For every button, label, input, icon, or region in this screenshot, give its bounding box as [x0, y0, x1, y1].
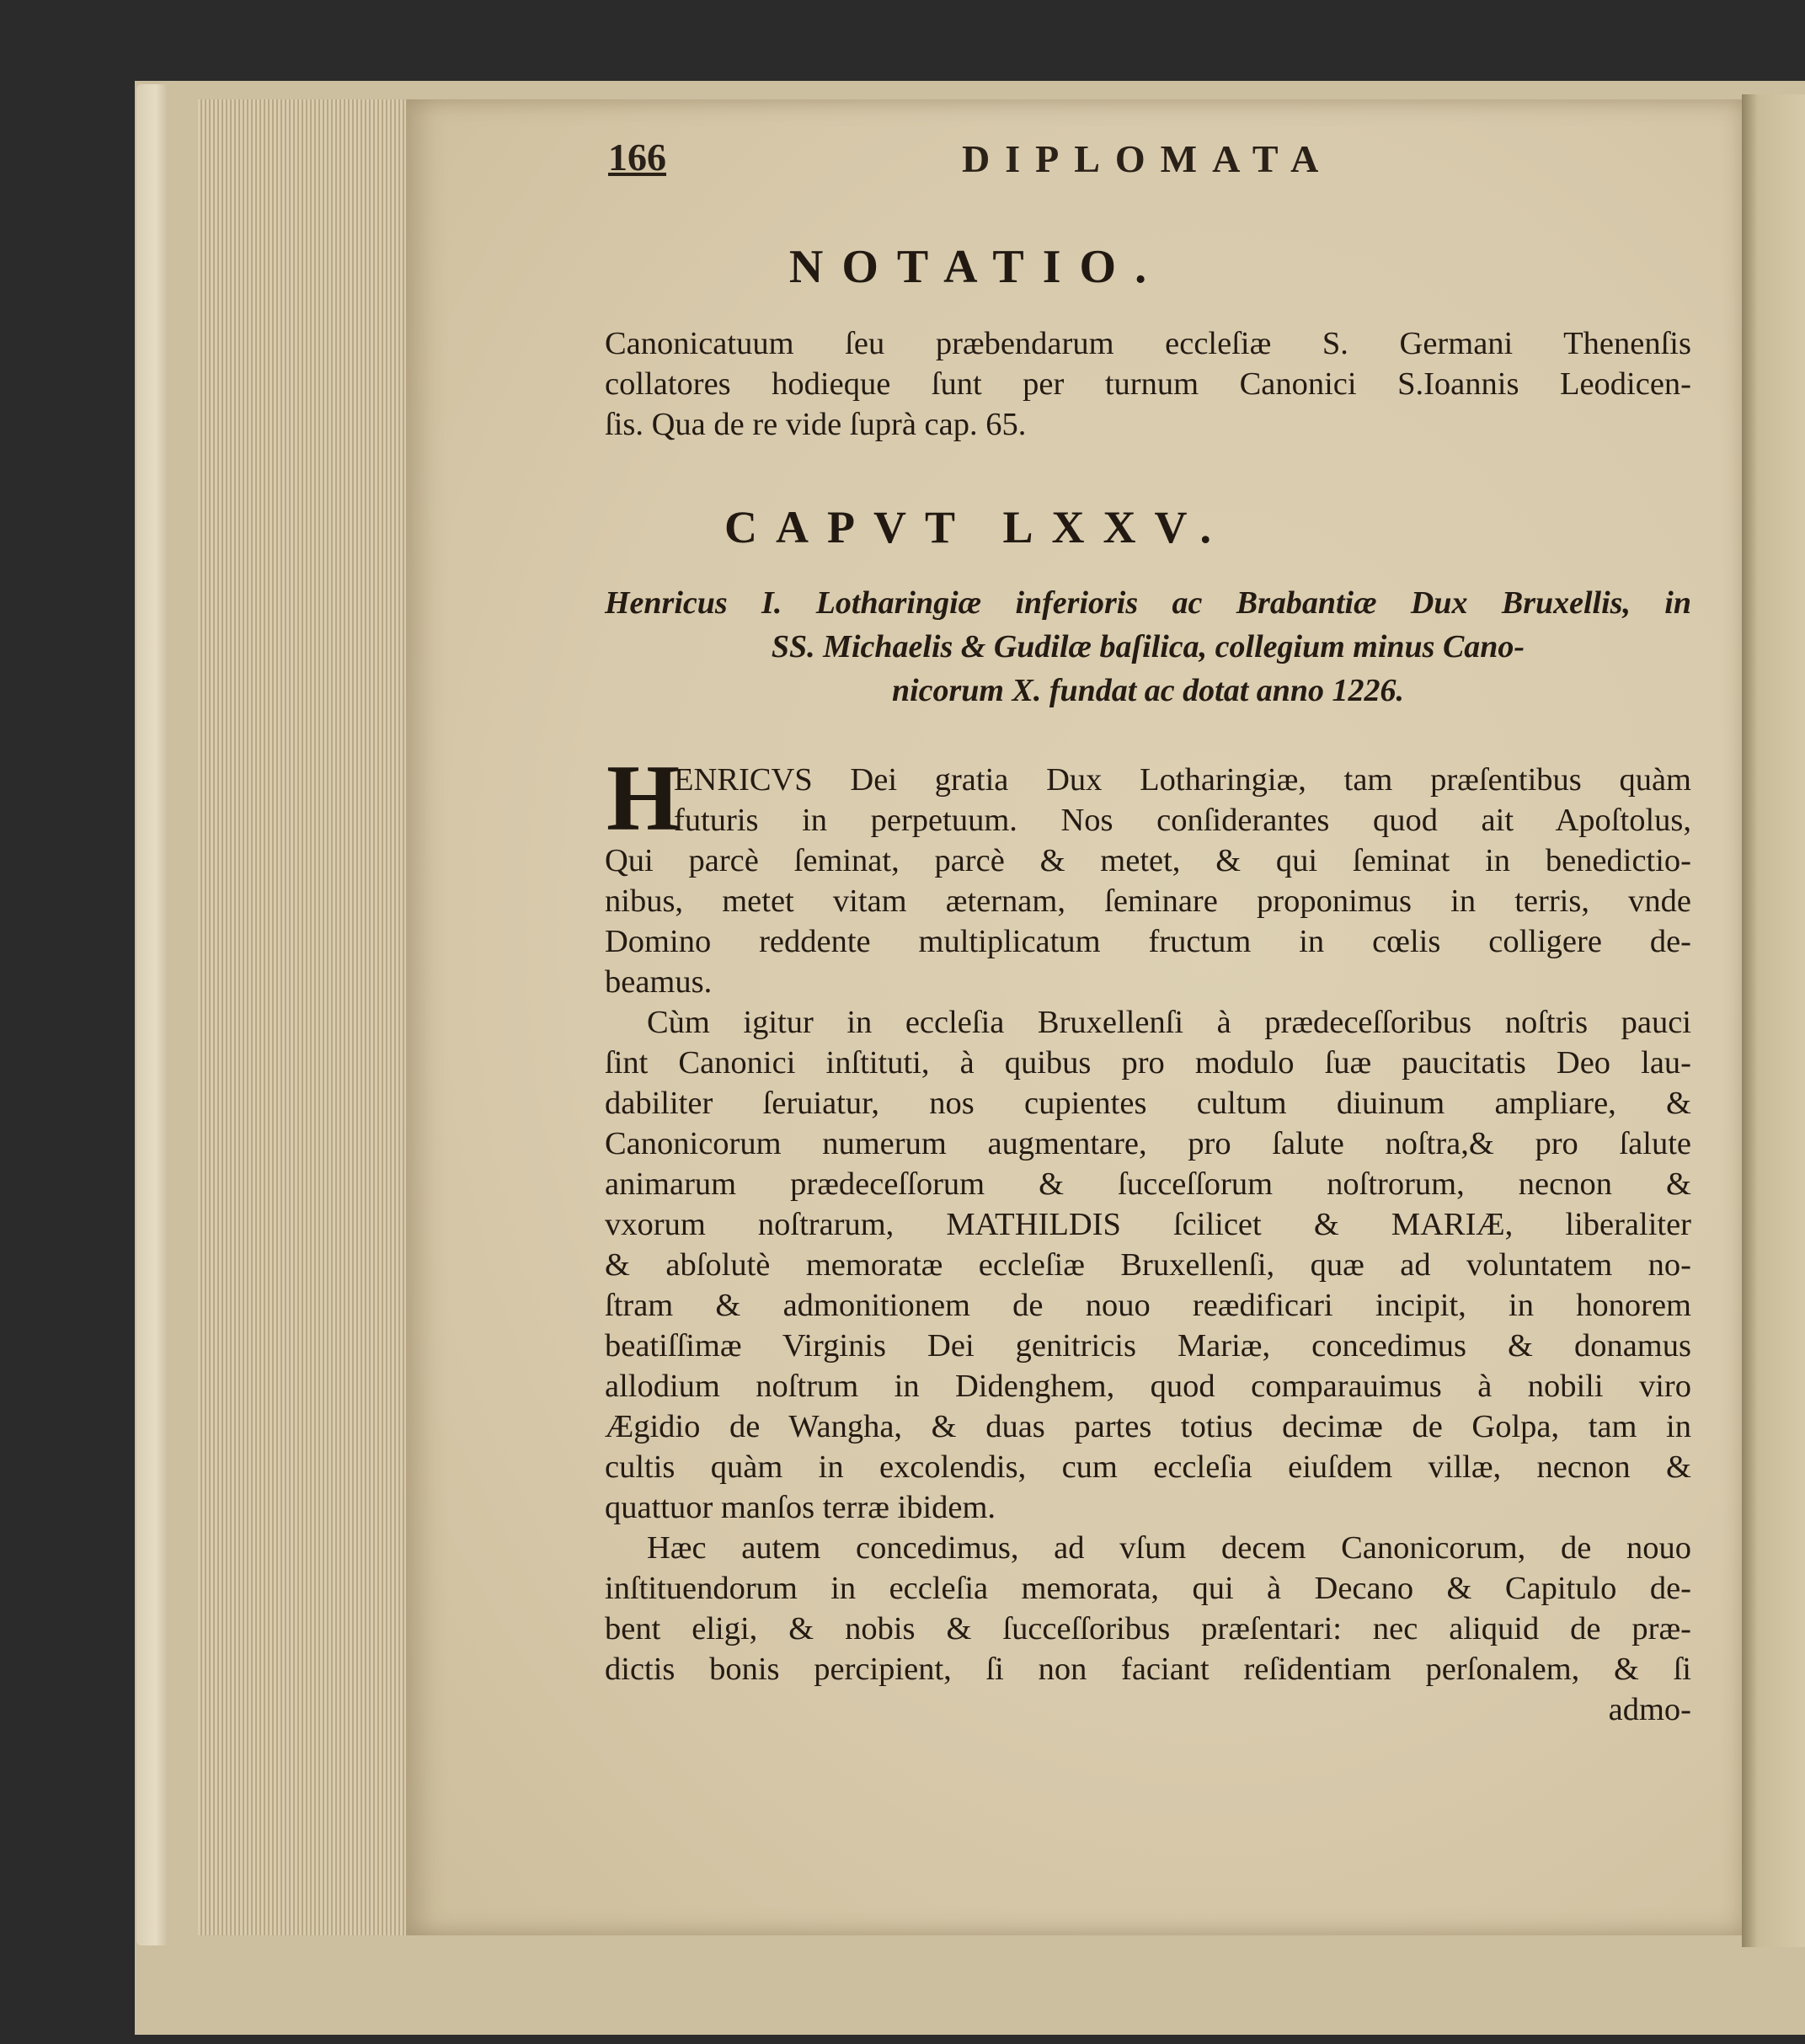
text-line: futuris in perpetuum. Nos conſiderantes quod ait Apoſtolus, — [674, 803, 1691, 838]
text-line: nibus, metet vitam æternam, ſeminare proponimus in terris, vnde — [605, 883, 1691, 919]
text-line: allodium noſtrum in Didenghem, quod comparauimus à nobili viro — [605, 1369, 1691, 1404]
text-line: ſis. Qua de re vide ſuprà cap. 65. — [605, 407, 1027, 442]
text-line: ENRICVS Dei gratia Dux Lotharingiæ, tam præſentibus quàm — [674, 762, 1691, 798]
book-cover-edge — [136, 84, 168, 1945]
notatio-paragraph — [605, 323, 1691, 445]
text-line: beamus. — [605, 964, 713, 1000]
page-edges — [198, 99, 419, 1935]
text-line: dictis bonis percipient, ſi non faciant reſidentiam perſonalem, & ſi — [605, 1652, 1691, 1687]
text-line: Canonicorum numerum augmentare, pro ſalute noſtra,& pro ſalute — [605, 1126, 1691, 1161]
chapter-summary — [605, 581, 1691, 712]
text-line: & abſolutè memoratæ eccleſiæ Bruxellenſi, quæ ad voluntatem no- — [605, 1247, 1691, 1283]
text-line: beatiſſimæ Virginis Dei genitricis Mariæ, concedimus & donamus — [605, 1328, 1691, 1364]
page-number: 166 — [608, 136, 666, 179]
notatio-heading: NOTATIO. — [788, 241, 1166, 293]
charter-opening — [674, 760, 1691, 841]
chapter-heading: CAPVT LXXV. — [724, 502, 1231, 552]
page-header — [608, 135, 1644, 194]
text-line: cultis quàm in excolendis, cum eccleſia eiuſdem villæ, necnon & — [605, 1449, 1691, 1485]
text-line: ſtram & admonitionem de nouo reædificari incipit, in honorem — [605, 1288, 1691, 1323]
text-line: Domino reddente multiplicatum fructum in cœlis colligere de- — [605, 924, 1691, 959]
summary-line: SS. Michaelis & Gudilæ baſilica, collegium minus Cano- — [771, 629, 1525, 664]
summary-line: Henricus I. Lotharingiæ inferioris ac Brabantiæ Dux Bruxellis, in — [605, 585, 1691, 621]
text-line: vxorum noſtrarum, MATHILDIS ſcilicet & MARIÆ, liberaliter — [605, 1207, 1691, 1242]
running-title: DIPLOMATA — [962, 137, 1334, 180]
text-line: ſint Canonici inſtituti, à quibus pro modulo ſuæ paucitatis Deo lau- — [605, 1045, 1691, 1081]
text-line: animarum prædeceſſorum & ſucceſſorum noſtrorum, necnon & — [605, 1166, 1691, 1202]
facing-page-edge — [1742, 94, 1805, 1947]
charter-body — [605, 841, 1691, 1730]
text-line: Qui parcè ſeminat, parcè & metet, & qui ſeminat in benedictio- — [605, 843, 1691, 878]
text-line: quattuor manſos terræ ibidem. — [605, 1490, 996, 1525]
text-line: bent eligi, & nobis & ſucceſſoribus præſentari: nec aliquid de præ- — [605, 1611, 1691, 1646]
text-line: Canonicatuum ſeu præbendarum eccleſiæ S. Germani Thenenſis — [605, 326, 1691, 361]
summary-line: nicorum X. fundat ac dotat anno 1226. — [891, 673, 1405, 708]
text-line: Cùm igitur in eccleſia Bruxellenſi à prædeceſſoribus noſtris pauci — [647, 1005, 1691, 1040]
text-line: dabiliter ſeruiatur, nos cupientes cultum diuinum ampliare, & — [605, 1086, 1691, 1121]
catchword: admo- — [1608, 1692, 1691, 1727]
text-line: Ægidio de Wangha, & duas partes totius decimæ de Golpa, tam in — [605, 1409, 1691, 1444]
text-line: Hæc autem concedimus, ad vſum decem Canonicorum, de nouo — [647, 1530, 1691, 1566]
text-line: collatores hodieque ſunt per turnum Canonici S.Ioannis Leodicen- — [605, 366, 1691, 402]
drop-cap: H — [606, 746, 681, 851]
text-line: inſtituendorum in eccleſia memorata, qui à Decano & Capitulo de- — [605, 1571, 1691, 1606]
